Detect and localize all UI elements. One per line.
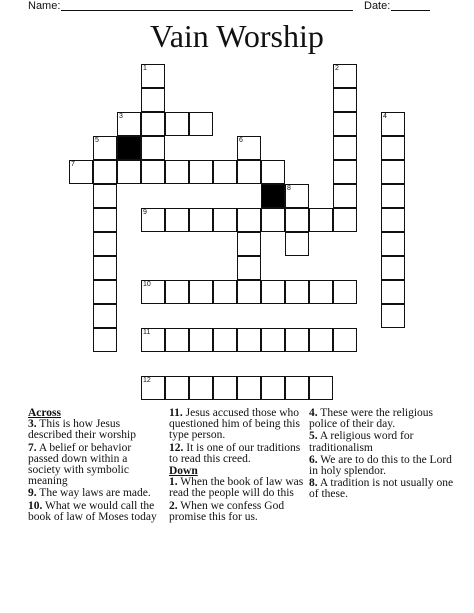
grid-cell[interactable]	[93, 280, 117, 304]
grid-cell[interactable]	[237, 160, 261, 184]
grid-cell[interactable]	[381, 256, 405, 280]
down-heading: Down	[169, 465, 198, 478]
grid-cell[interactable]	[237, 208, 261, 232]
clues-column-3	[309, 408, 459, 502]
grid-cell[interactable]	[333, 208, 357, 232]
grid-cell[interactable]	[141, 376, 165, 400]
grid-cell[interactable]	[381, 184, 405, 208]
grid-cell[interactable]	[333, 280, 357, 304]
grid-cell[interactable]	[165, 208, 189, 232]
grid-cell[interactable]	[333, 88, 357, 112]
grid-cell[interactable]	[237, 376, 261, 400]
grid-cell[interactable]	[141, 64, 165, 88]
grid-cell[interactable]	[165, 280, 189, 304]
grid-cell[interactable]	[285, 208, 309, 232]
grid-cell[interactable]	[93, 184, 117, 208]
clue-number-label: 7	[71, 161, 75, 168]
black-square	[117, 136, 141, 160]
grid-cell[interactable]	[93, 136, 117, 160]
grid-cell[interactable]	[141, 160, 165, 184]
grid-cell[interactable]	[333, 136, 357, 160]
clue-across-9	[28, 488, 158, 499]
clue-text: A belief or behavior passed down within a society with symbolic meaning	[28, 441, 132, 488]
grid-cell[interactable]	[309, 280, 333, 304]
grid-cell[interactable]	[93, 208, 117, 232]
clue-number: 2.	[169, 499, 178, 512]
clue-number: 4.	[309, 407, 318, 419]
grid-cell[interactable]	[309, 328, 333, 352]
clue-text: A religious word for traditionalism	[309, 430, 414, 454]
grid-cell[interactable]	[285, 328, 309, 352]
grid-cell[interactable]	[93, 232, 117, 256]
grid-cell[interactable]	[141, 88, 165, 112]
grid-cell[interactable]	[237, 232, 261, 256]
grid-cell[interactable]	[93, 160, 117, 184]
grid-cell[interactable]	[381, 232, 405, 256]
clue-number-label: 6	[239, 137, 243, 144]
grid-cell[interactable]	[381, 136, 405, 160]
grid-cell[interactable]	[213, 280, 237, 304]
black-square	[261, 184, 285, 208]
grid-cell[interactable]	[93, 328, 117, 352]
grid-cell[interactable]	[117, 160, 141, 184]
name-label: Name:	[28, 0, 61, 12]
clue-text: Jesus accused those who questioned him of being this type person.	[169, 407, 300, 442]
grid-cell[interactable]	[237, 136, 261, 160]
clue-text: What we would call the book of law of Moses today	[28, 499, 157, 523]
clue-across-10	[28, 501, 158, 523]
grid-cell[interactable]	[381, 208, 405, 232]
grid-cell[interactable]	[285, 184, 309, 208]
clues-column-1	[28, 408, 158, 524]
clue-down-1	[169, 477, 307, 499]
grid-cell[interactable]	[237, 280, 261, 304]
grid-cell[interactable]	[261, 328, 285, 352]
grid-cell[interactable]	[333, 112, 357, 136]
clue-text: We are to do this to the Lord in holy splendor.	[309, 453, 452, 478]
clue-text: These were the religious police of their day.	[309, 407, 434, 431]
grid-cell[interactable]	[261, 376, 285, 400]
grid-cell[interactable]	[141, 208, 165, 232]
clue-number-label: 1	[143, 65, 147, 72]
clue-down-4	[309, 408, 459, 430]
grid-cell[interactable]	[309, 376, 333, 400]
clue-number: 12.	[169, 441, 184, 454]
clue-across-12	[169, 443, 307, 465]
clue-number-label: 2	[335, 65, 339, 72]
clue-number-label: 5	[95, 137, 99, 144]
grid-cell[interactable]	[189, 280, 213, 304]
grid-cell[interactable]	[189, 160, 213, 184]
grid-cell[interactable]	[261, 208, 285, 232]
clue-number: 10.	[28, 499, 43, 512]
clue-text: It is one of our traditions to read this creed.	[169, 441, 301, 465]
clue-text: This is how Jesus described their worship	[28, 418, 136, 442]
grid-cell[interactable]	[189, 112, 213, 136]
grid-cell[interactable]	[165, 328, 189, 352]
clue-text: When the book of law was read the people will do this	[169, 476, 304, 500]
grid-cell[interactable]	[261, 280, 285, 304]
grid-cell[interactable]	[237, 328, 261, 352]
grid-cell[interactable]	[237, 256, 261, 280]
clue-text: When we confess God promise this for us.	[169, 499, 285, 523]
grid-cell[interactable]	[381, 160, 405, 184]
grid-cell[interactable]	[333, 64, 357, 88]
grid-cell[interactable]	[381, 280, 405, 304]
clue-number: 1.	[169, 476, 178, 489]
across-heading: Across	[28, 407, 62, 419]
grid-cell[interactable]	[117, 112, 141, 136]
clue-down-5	[309, 431, 459, 453]
grid-cell[interactable]	[213, 376, 237, 400]
clue-number-label: 3	[119, 113, 123, 120]
grid-cell[interactable]	[165, 160, 189, 184]
clue-number-label: 10	[143, 281, 151, 288]
grid-cell[interactable]	[93, 304, 117, 328]
clue-number-label: 4	[383, 113, 387, 120]
grid-cell[interactable]	[333, 328, 357, 352]
grid-cell[interactable]	[165, 112, 189, 136]
clue-down-2	[169, 501, 307, 523]
clue-across-11	[169, 408, 307, 442]
clue-number: 11.	[169, 407, 183, 419]
grid-cell[interactable]	[141, 136, 165, 160]
grid-cell[interactable]	[333, 184, 357, 208]
clue-down-6	[309, 455, 459, 477]
clue-down-8	[309, 478, 459, 500]
clue-number: 9.	[28, 487, 37, 500]
grid-cell[interactable]	[381, 304, 405, 328]
grid-cell[interactable]	[165, 376, 189, 400]
clue-number: 5.	[309, 430, 318, 443]
clue-number-label: 11	[143, 329, 151, 336]
clue-number-label: 9	[143, 209, 147, 216]
grid-cell[interactable]	[141, 328, 165, 352]
grid-cell[interactable]	[213, 328, 237, 352]
grid-cell[interactable]	[285, 232, 309, 256]
grid-cell[interactable]	[69, 160, 93, 184]
grid-cell[interactable]	[333, 160, 357, 184]
grid-cell[interactable]	[189, 208, 213, 232]
clue-number: 6.	[309, 453, 318, 466]
grid-cell[interactable]	[93, 256, 117, 280]
clue-number-label: 8	[287, 185, 291, 192]
clue-text: The way laws are made.	[39, 487, 151, 500]
date-label: Date:	[364, 0, 391, 12]
clue-number: 8.	[309, 477, 318, 490]
grid-cell[interactable]	[285, 280, 309, 304]
grid-cell[interactable]	[213, 160, 237, 184]
grid-cell[interactable]	[381, 112, 405, 136]
grid-cell[interactable]	[213, 208, 237, 232]
clue-text: A tradition is not usually one of these.	[309, 477, 454, 501]
grid-cell[interactable]	[261, 160, 285, 184]
clue-number: 3.	[28, 418, 37, 431]
grid-cell[interactable]	[285, 376, 309, 400]
grid-cell[interactable]	[189, 328, 213, 352]
clue-across-3	[28, 419, 158, 441]
clues-column-2	[169, 408, 307, 524]
clue-number-label: 12	[143, 377, 151, 384]
puzzle-title: Vain Worship	[150, 18, 324, 54]
grid-cell[interactable]	[189, 376, 213, 400]
clue-across-7	[28, 443, 158, 488]
clue-number: 7.	[28, 441, 37, 454]
grid-cell[interactable]	[141, 112, 165, 136]
grid-cell[interactable]	[141, 280, 165, 304]
grid-cell[interactable]	[309, 208, 333, 232]
